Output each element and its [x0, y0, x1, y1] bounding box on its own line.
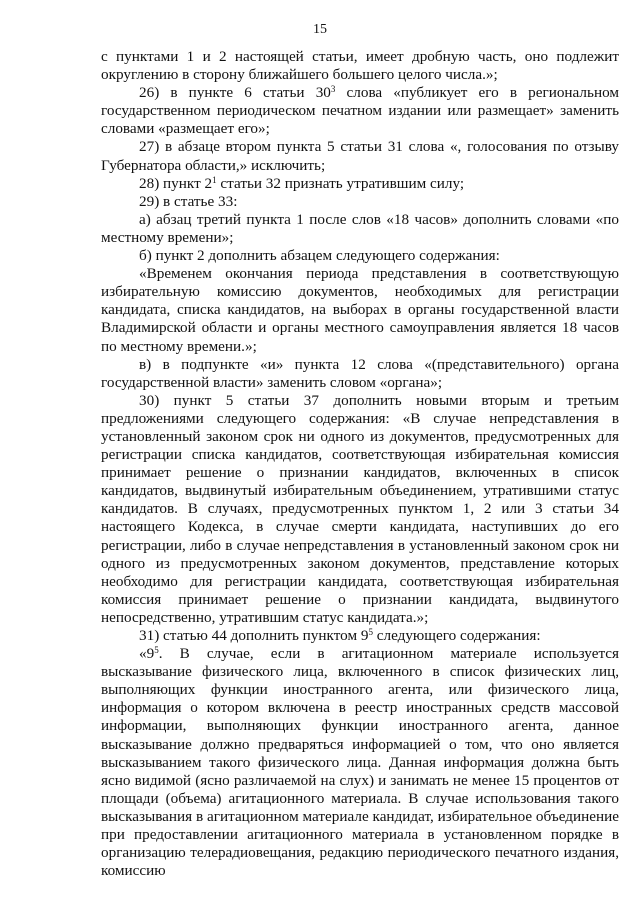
text-run: а) абзац третий пункта 1 после слов «18 часов» дополнить словами «по местному времени»; [101, 210, 619, 246]
text-run: 28) пункт 2 [139, 174, 213, 192]
paragraph [101, 392, 619, 627]
text-run: 30) пункт 5 статьи 37 дополнить новыми вторым и третьим предложениями следующего содержания: «В случае непредставления в установленный законом срок ни одного из документов, предусмотренных для регистрации списка кандидатов, соответствующая избирательная комиссия принимает решение о признании кандидатов, включенных в список кандидатов, выдвинутый избирательным объединением, утратившими статус кандидатов. В случаях, предусмотренных пунктом 1, 2 или 3 статьи 34 настоящего Кодекса, в случае смерти кандидата, наступивших до его регистрации, либо в случае непредставления в установленный законом срок ни одного из предусмотренных законом документов, представление которых необходимо для регистрации кандидата, соответствующая избирательная комиссия принимает решение о признании кандидата, выдвинутого непосредственно, утратившим статус кандидата.»; [101, 391, 619, 626]
paragraph [101, 211, 619, 247]
text-run: с пунктами 1 и 2 настоящей статьи, имеет дробную часть, оно подлежит округлению в сторону ближайшего большего целого числа.»; [101, 48, 619, 84]
text-run: 31) статью 44 дополнить пунктом 9 [139, 627, 369, 644]
superscript: 5 [368, 627, 373, 637]
paragraph [101, 356, 619, 392]
text-run: 29) в статье 33: [139, 192, 238, 210]
text-run: слова «публикует его в региональном государственном периодическом печатном издании или размещает» заменить словами «размещает его»; [101, 84, 619, 138]
text-run: «9 [139, 645, 155, 663]
superscript: 5 [154, 645, 159, 656]
paragraph [101, 627, 619, 645]
text-run: статьи 32 признать утратившим силу; [216, 174, 465, 192]
document-body [101, 48, 619, 880]
paragraph [101, 265, 619, 355]
paragraph [101, 645, 619, 880]
text-run: «Временем окончания периода представления в соответствующую избирательную комиссию документов, необходимых для регистрации кандидата, списка кандидатов, на выборах в органы государственной власти Владимирской области и органы местного самоуправления является 18 часов по местному времени.»; [101, 265, 619, 355]
text-run: 27) в абзаце втором пункта 5 статьи 31 слова «, голосования по отзыву Губернатора области,» исключить; [101, 138, 619, 174]
page-number: 15 [313, 22, 327, 37]
text-run: следующего содержания: [372, 627, 541, 644]
text-run: . В случае, если в агитационном материале используется высказывание физического лица, включенного в список физических лиц, выполняющих функции иностранного агента, или физического лица, информация о котором включена в реестр иностранных средств массовой информации, выполняющих функции иностранного агента, данное высказывание должно предваряться информацией о том, что оно является высказыванием такого физического лица. Данная информация должна быть ясно видимой (ясно различаемой на слух) и занимать не менее 15 процентов от площади (объема) агитационного материала. В случае использования такого высказывания в агитационном материале кандидат, избирательное объединение при предоставлении агитационного материала в установленном порядке в организацию телерадиовещания, редакцию периодического печатного издания, комиссию [101, 645, 619, 880]
paragraph [101, 48, 619, 84]
superscript: 1 [212, 174, 217, 185]
paragraph [101, 138, 619, 174]
paragraph [101, 247, 619, 265]
text-run: 26) в пункте 6 статьи 30 [139, 84, 331, 102]
text-run: б) пункт 2 дополнить абзацем следующего содержания: [139, 247, 500, 265]
superscript: 3 [330, 84, 336, 95]
paragraph [101, 193, 619, 211]
paragraph [101, 175, 619, 193]
paragraph [101, 84, 619, 138]
text-run: в) в подпункте «и» пункта 12 слова «(представительного) органа государственной власти» заменить словом «органа»; [101, 355, 619, 391]
